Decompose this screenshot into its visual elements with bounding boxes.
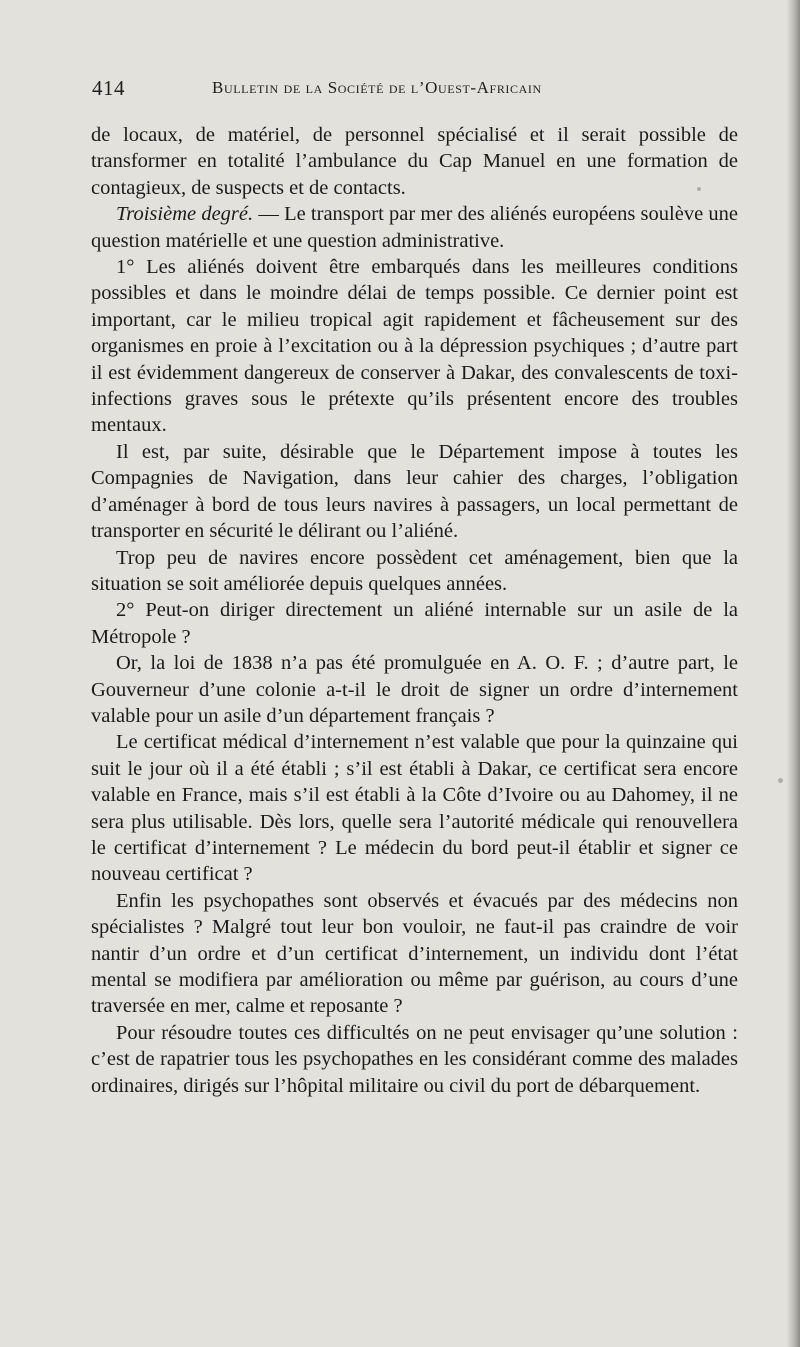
paragraph [91, 729, 738, 887]
paragraph-text: Le certificat médical d’internement n’est valable que pour la quinzaine qui suit le jour où il a été établi ; s’il est établi à Dakar, ce certificat sera encore valable en France, mais s’il est établi à la Côte d’Ivoire ou au Dahomey, il ne sera plus utilisable. Dès lors, quelle sera l’autorité médicale qui renouvellera le certificat d’internement ? Le médecin du bord peut-il établir et signer ce nouveau certificat ? [91, 731, 738, 886]
paragraph-text: Or, la loi de 1838 n’a pas été promulguée en A. O. F. ; d’autre part, le Gouverneur d’une colonie a-t-il le droit de signer un ordre d’internement valable pour un asile d’un département français ? [91, 652, 738, 727]
paragraph [91, 888, 738, 1020]
paragraph-text: 1° Les aliénés doivent être embarqués dans les meilleures conditions possibles et dans le moindre délai de temps possible. Ce dernier point est important, car le milieu tropical agit rapidement et fâcheusement sur des organismes en proie à l’excitation ou à la dépression psychiques ; d’autre part il est évidemment dangereux de conserver à Dakar, des convalescents de toxi-infections graves sous le prétexte qu’ils présentent encore des troubles mentaux. [91, 256, 738, 437]
body-text [91, 122, 738, 1099]
paragraph-text: Trop peu de navires encore possèdent cet aménagement, bien que la situation se soit améliorée depuis quelques années. [91, 546, 738, 595]
page-number: 414 [92, 76, 125, 100]
paragraph-text: Pour résoudre toutes ces difficultés on ne peut envisager qu’une solution : c’est de rapatrier tous les psychopathes en les considérant comme des malades ordinaires, dirigés sur l’hôpital militaire ou civil du port de débarquement. [91, 1021, 738, 1097]
paragraph [91, 122, 738, 201]
paragraph-text: 2° Peut-on diriger directement un aliéné internable sur un asile de la Métropole ? [91, 599, 738, 648]
paragraph-text: de locaux, de matériel, de personnel spécialisé et il serait possible de transformer en totalité l’ambulance du Cap Manuel en une formation de contagieux, de suspects et de contacts. [91, 124, 738, 199]
paragraph [91, 439, 738, 545]
paragraph [91, 650, 738, 729]
paragraph [91, 254, 738, 439]
scan-speck [778, 778, 783, 783]
paragraph [91, 201, 738, 254]
page-edge-shadow [786, 0, 800, 1347]
paragraph-text: — Le transport par mer des aliénés européens soulève une question matérielle et une question administrative. [91, 203, 738, 252]
paragraph [91, 1020, 738, 1099]
scan-speck [697, 187, 701, 191]
paragraph [91, 545, 738, 598]
paragraph-text: Enfin les psychopathes sont observés et évacués par des médecins non spécialistes ? Malgré tout leur bon vouloir, ne faut-il pas craindre de voir nantir d’un ordre et d’un certificat d’internement, un individu dont l’état mental se modifiera par amélioration ou même par guérison, au cours d’une traversée en mer, calme et reposante ? [91, 889, 738, 1018]
paragraph-italic-lead: Troisième degré. [116, 203, 254, 226]
page-header [92, 76, 742, 104]
paragraph [91, 597, 738, 650]
paragraph-text: Il est, par suite, désirable que le Département impose à toutes les Compagnies de Navigation, dans leur cahier des charges, l’obligation d’aménager à bord de tous leurs navires à passagers, un local permettant de transporter en sécurité le délirant ou l’aliéné. [91, 440, 738, 543]
running-title: Bulletin de la Société de l’Ouest-Africain [212, 78, 542, 97]
